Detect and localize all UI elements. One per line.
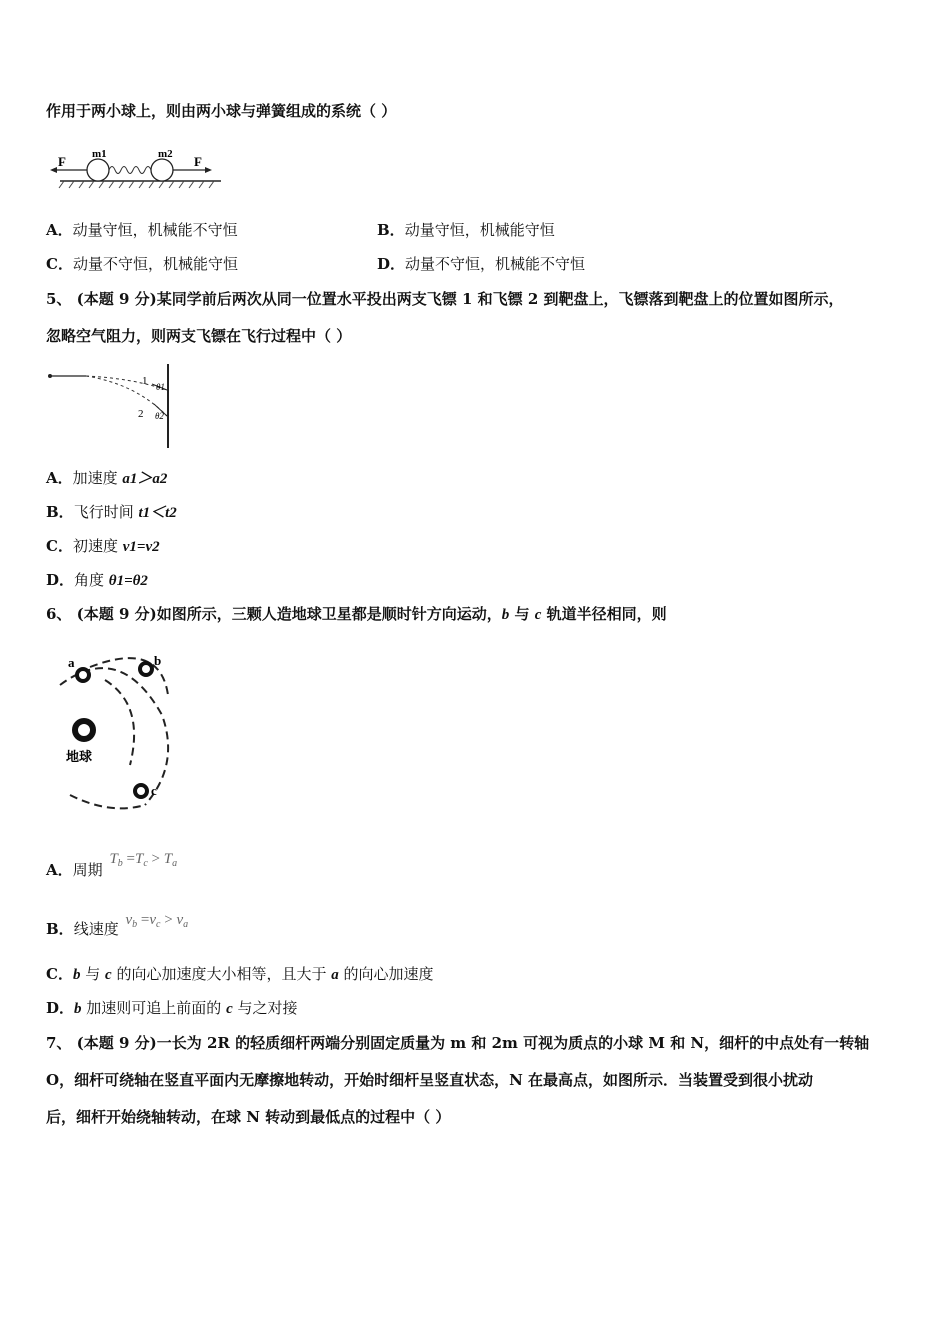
- q5-stem-line1: 5、 (本题 9 分)某同学前后两次从同一位置水平投出两支飞镖 1 和飞镖 2 到靶盘上，飞镖落到靶盘上的位置如图所示，: [46, 290, 844, 308]
- q6-option-b: B．线速度 $v_b =v_c > v_a$: [46, 912, 189, 938]
- q7-stem-line3: 后，细杆开始绕轴转动，在球 N 转动到最低点的过程中（ ）: [46, 1108, 451, 1126]
- force-label-left: F: [58, 154, 66, 169]
- ball1-label: m1: [92, 148, 107, 160]
- q5-option-d: D．角度 θ1=θ2: [46, 571, 148, 589]
- q5-stem-line2: 忽略空气阻力，则两支飞镖在飞行过程中（ ）: [46, 327, 352, 345]
- q6-option-c: C．b 与 c 的向心加速度大小相等，且大于 a 的向心加速度: [46, 965, 434, 983]
- sat-b-label: b: [154, 653, 162, 668]
- period-formula: $T_b =T_c > T_a$: [109, 851, 178, 869]
- q4-stem: 作用于两小球上，则由两小球与弹簧组成的系统（ ）: [46, 102, 397, 120]
- sat-c-label: c: [151, 783, 157, 798]
- dart2-label: 2: [138, 408, 144, 420]
- q6-stem: 6、 (本题 9 分)如图所示，三颗人造地球卫星都是顺时针方向运动，b 与 c 轨道半径相同，则: [46, 605, 667, 623]
- q5-option-c: C．初速度 v1=v2: [46, 537, 160, 555]
- sat-a-label: a: [68, 655, 75, 670]
- q5-option-b: B．飞行时间 t1＜t2: [46, 503, 177, 521]
- q6-option-d: D．b 加速则可追上前面的 c 与之对接: [46, 999, 298, 1017]
- theta2-label: θ2: [155, 411, 164, 421]
- ball2-label: m2: [158, 148, 173, 160]
- dart1-label: 1: [142, 375, 148, 387]
- q5-dart-figure: [46, 362, 176, 452]
- q4-option-d: D．动量不守恒，机械能不守恒: [377, 255, 586, 273]
- earth-label: 地球: [66, 750, 93, 765]
- q4-option-b: B．动量守恒，机械能守恒: [377, 221, 555, 239]
- q4-option-a: A．动量守恒，机械能不守恒: [46, 221, 238, 239]
- q7-stem-line2: O，细杆可绕轴在竖直平面内无摩擦地转动，开始时细杆呈竖直状态，N 在最高点，如图所示．当装置受到很小扰动: [46, 1071, 814, 1089]
- q4-spring-figure: [46, 146, 226, 196]
- q5-option-a: A．加速度 a1＞a2: [46, 469, 168, 487]
- q7-stem-line1: 7、 (本题 9 分)一长为 2R 的轻质细杆两端分别固定质量为 m 和 2m 可视为质点的小球 M 和 N，细杆的中点处有一转轴: [46, 1034, 870, 1052]
- force-label-right: F: [194, 154, 202, 169]
- q4-option-c: C．动量不守恒，机械能守恒: [46, 255, 238, 273]
- q6-orbit-figure: [50, 645, 180, 820]
- velocity-formula: $v_b =v_c > v_a$: [125, 912, 189, 930]
- q6-option-a: A．周期 $T_b =T_c > T_a$: [46, 851, 178, 879]
- theta1-label: θ1: [156, 382, 165, 392]
